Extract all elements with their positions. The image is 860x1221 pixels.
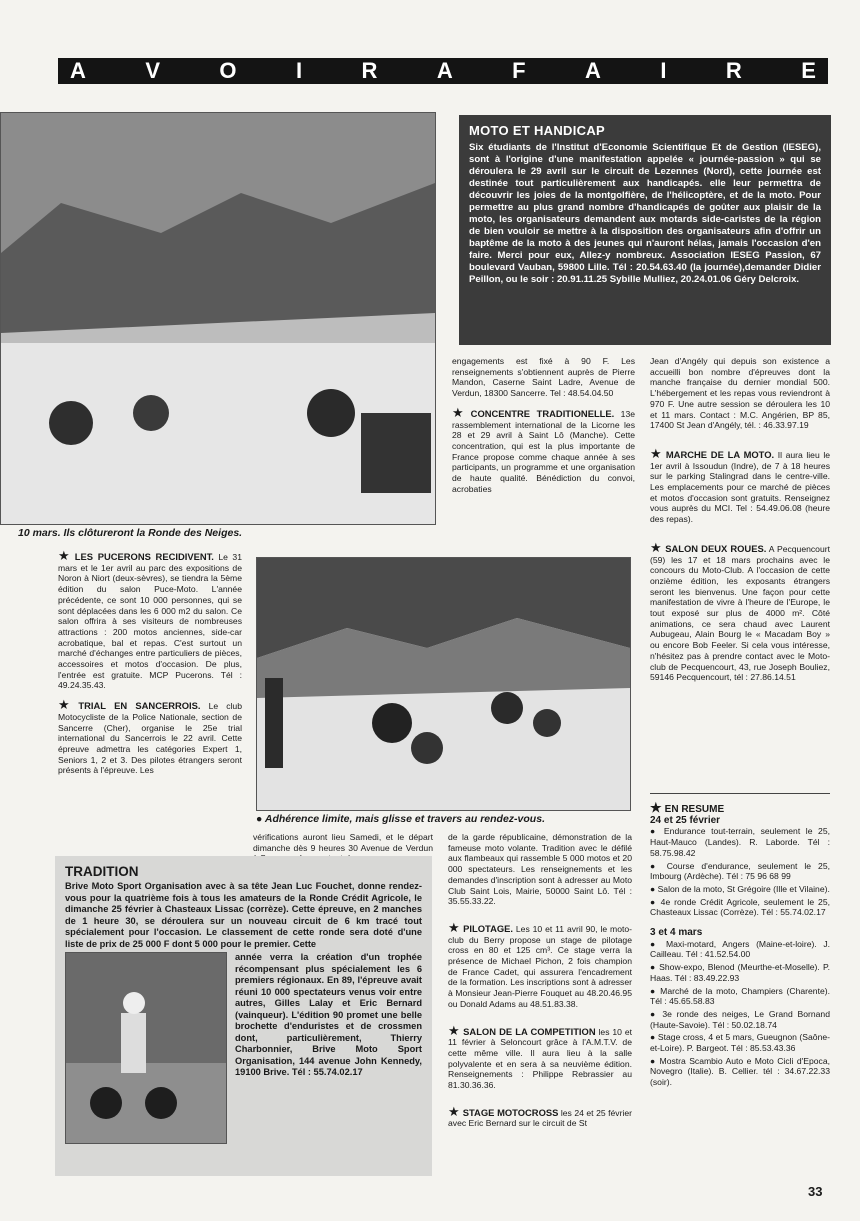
photo2-caption: ● Adhérence limite, mais glisse et travers au rendez-vous. — [256, 813, 545, 825]
photo1-caption: 10 mars. Ils clôtureront la Ronde des Neiges. — [18, 527, 243, 539]
engagements-text: engagements est fixé à 90 F. Les renseignements s'obtiennent auprès de Pierre Mandon, Caserne Saint Ladre, Avenue de Verdun, 18300 Sancerre. Tel : 48.54.04.50 — [452, 356, 635, 399]
salon-heading: SALON DEUX ROUES. — [665, 542, 767, 554]
left-column — [58, 548, 242, 785]
banner-letter: A — [585, 58, 601, 83]
banner-letter: E — [801, 58, 816, 83]
resume-item: ● Maxi-motard, Angers (Maine-et-loire). J. Cailleau. Tél : 41.52.54.00 — [650, 938, 830, 960]
tradition-lower — [65, 952, 422, 1144]
stage-text: les 24 et 25 février avec Eric Bernard sur le circuit de St — [448, 1107, 632, 1129]
banner-letter: V — [145, 58, 160, 83]
pucerons-heading: LES PUCERONS RECIDIVENT. — [74, 551, 214, 562]
star-icon: ★ — [452, 404, 468, 420]
tradition-text-side: année verra la création d'un trophée récompensant plus spécialement les 6 premiers régionaux. En 89, l'épreuve avait réuni 10 000 spectateurs venus voir entre autres, Gilles Lalay et Eric Bernard (vainqueur). L'édition 90 promet une belle brochette d'enduristes et de crossmen dont, particulièrement, Thierry Charbonnier, Brive Moto Sport Organisation, 144 avenue John Kennedy, 19100 Brive. Tél : 55.74.02.17 — [235, 952, 422, 1077]
resume-item: ● Marché de la moto, Champiers (Charente). Tél : 45.65.58.83 — [650, 985, 830, 1007]
pilotage-text: Les 10 et 11 avril 90, le moto-club du Berry propose un stage de pilotage cross en 80 et 125 cm³. Ce stage verra la présence de Michael Pichon, 2 fois champion de France Cadet, qui assurera l'encadrement de la formation. Les inscriptions sont à adresser à Monsieur Jean-Pierre Fouquet au 48.20.46.95 ou Donald Adams au 48.51.83.38. — [448, 923, 633, 1009]
competition-heading: SALON DE LA COMPETITION — [463, 1025, 596, 1037]
trial-text: Le club Motocycliste de la Police Nationale, section de Sancerre (Cher), organise le 25e trial international du Sancerrois le 22 avril. Cette épreuve admettra les catégories Expert 1, Seniors 1, 2 et 3. Des pilotes étrangers seront présents à l'épreuve. Les — [58, 701, 242, 776]
stage-heading: STAGE MOTOCROSS — [462, 1106, 559, 1118]
tradition-box — [55, 856, 432, 1176]
star-icon: ★ — [448, 919, 461, 935]
garde-text: de la garde républicaine, démonstration de la fameuse moto volante. Tradition avec le défilé aux flambeaux qui rassemble 5 000 motos et 20 000 spectateurs. Les renseignements et les demandes d'inscription sont à adresser au Moto Club Saint Lois, Mairie, 50000 Saint Lô. Tél : 35.55.33.22. — [448, 832, 632, 907]
resume-column — [650, 800, 830, 1090]
banner-letter: F — [512, 58, 526, 83]
banner-letter: I — [295, 58, 303, 83]
marche-article — [650, 445, 831, 525]
trial-article — [58, 697, 242, 776]
section-banner — [58, 58, 828, 84]
resume-date2: 3 et 4 mars — [650, 927, 703, 939]
star-icon: ★ — [58, 548, 72, 563]
competition-text: les 10 et 11 février à Seloncourt grâce à l'A.M.T.V. de cette même ville. Il aura lieu à la salle polyvalente et en sera à sa neuvième édition. Renseignements : Philippe Rebrassier au 81.30.36.36. — [448, 1026, 633, 1091]
salon-text: A Pecquencourt (59) les 17 et 18 mars prochains avec le concours du Moto-Club. A l'occasion de cette onzième édition, les exposants étrangers seront les bienvenus. Une façon pour cette manifestation de vivre à l'heure de l'Europe, le tout exposé sur plus de 4000 m². Côté animations, ce sera chaud avec Laurent Aubugeau, Alain Bourg le « Macadam Boy » ou encore Bob Feeler. Si cela vous intéresse, n'hésitez pas à prendre contact avec le Moto-club de Pecquencourt, 43, rue Joseph Bouliez, 59146 Pecquencourt, tél : 27.86.14.51 — [650, 543, 830, 683]
resume-item: ● Endurance tout-terrain, seulement le 25, Haut-Mauco (Landes). R. Laborde. Tél : 58.75.98.42 — [650, 826, 830, 858]
pucerons-article — [58, 548, 242, 691]
verif-text: vérifications auront lieu Samedi, et le départ dimanche dès 9 heures 30 Avenue de Verdun — [253, 832, 433, 853]
page-number: 33 — [808, 1184, 823, 1199]
concentre-heading: CONCENTRE TRADITIONELLE. — [470, 407, 615, 419]
star-icon: ★ — [650, 539, 663, 555]
resume-item: ● Mostra Scambio Auto e Moto Cicli d'Epoca, Novegro (Italie). B. Cellier. tél : 34.67.22.33 (soir). — [650, 1055, 830, 1088]
pilotage-article — [448, 919, 633, 1010]
tradition-title: TRADITION — [65, 864, 139, 879]
snow-cross-photo — [256, 557, 631, 811]
rider-photo-image — [66, 953, 226, 1143]
competition-article — [448, 1022, 633, 1091]
banner-letter: A — [436, 58, 453, 83]
stage-article — [448, 1103, 632, 1129]
resume-heading-text: EN RESUME — [664, 804, 725, 815]
pucerons-text: Le 31 mars et le 1er avril au parc des expositions de Noron à Niort (deux-sèvres), se tiendra la 5ème édition du salon Puce-Moto. L'année précédente, ce sont 10 000 personnes, qui se sont déplacées dans les 6 000 m2 du salon. Ce salon offrira à ses visiteurs de nombreuses attractions : 200 motos anciennes, side-car acrobatique, bal et repas. C'est surtout un marché d'échanges entre particuliers de pièces, accessoires et motos d'occasion. De plus, l'entrée est gratuite. MCP Pucerons. Tél : 49.24.35.43. — [58, 552, 242, 691]
resume-item: ● Stage cross, 4 et 5 mars, Gueugnon (Saône-et-Loire). P. Bargeot. Tél : 85.53.43.36 — [650, 1032, 830, 1054]
resume-item: ● 3e ronde des neiges, Le Grand Bornand (Haute-Savoie). Tél : 50.02.18.74 — [650, 1008, 830, 1030]
star-icon: ★ — [448, 1103, 460, 1119]
banner-letter: A — [70, 58, 86, 83]
tradition-text-top: Brive Moto Sport Organisation avec à sa tête Jean Luc Fouchet, donne rendez-vous pour la quatrième fois à tous les amateurs de la Ronde Crédit Agricole, le dimanche 25 février à Chasteaux Lissac (corrèze). Cette épreuve, en 2 manches de 1 heure 30, se déroulera sur un nouveau circuit de 6 km tracé tout spécialement pour l'occasion. Le classement de cette ronde sera doté d'une liste de prix de 25 000 F dont 5 000 pour le premier. Cette — [65, 881, 422, 949]
trial-heading: TRIAL EN SANCERROIS. — [78, 700, 201, 712]
banner-letter: R — [361, 58, 378, 83]
snow-race-photo-image — [1, 113, 435, 524]
col3 — [448, 832, 632, 1138]
snow-cross-photo-image — [257, 558, 630, 810]
concentre-text: 13e rassemblement international de la Licorne les 28 et 29 avril à Saint Lô (Manche). Cette concentration, qui est la plus importante de France propose comme chaque année à ses participants, un programme et une organisation de haute qualité. Bénédiction du convoi, acrobaties — [452, 408, 635, 494]
banner-letter: I — [660, 58, 667, 83]
resume-date1: 24 et 25 février — [650, 814, 721, 826]
divider — [650, 793, 830, 794]
resume-item: ● Show-expo, Blenod (Meurthe-et-Moselle). P. Haas. Tél : 83.49.22.93 — [650, 962, 830, 983]
moto-handicap-title: MOTO ET HANDICAP — [469, 123, 606, 138]
resume-item: ● Course d'endurance, seulement le 25, Imbourg (Ardèche). Tél : 75 96 68 99 — [650, 860, 830, 882]
concentre-article — [452, 404, 635, 495]
moto-handicap-box — [459, 115, 831, 345]
snow-race-photo — [0, 112, 436, 525]
moto-handicap-text: Six étudiants de l'Institut d'Economie Scientifique Et de Gestion (IESEG), sont à l'origine d'une manifestation appelée « journée-passion » qui se déroulera le 29 avril sur le circuit de Lezennes (Nord), cette journée est destinée tout particulièrement aux handicapés. elle leur permettra de découvrir les joies de la montgolfière, de l'hélicoptère, et de la moto. Pour permettre au plus grand nombre d'handicapés de goûter aux plaisir de la moto, les organisateurs demandent aux motards side-caristes de la région de bien vouloir se mettre à la disposition des organisateurs afin d'offrir un baptême de la moto à des jeunes qui n'auront hélas, jamais l'occasion d'en faire. Merci pour eux, Allez-y nombreux. Association IESEG Passion, 67 boulevard Vauban, 59800 Lille. Tél : 20.54.63.40 (la journée),demander Didier Peillon, ou le soir : 20.91.11.25 Sybille Mulliez, 20.24.01.06 Géry Delcroix. — [469, 142, 821, 285]
rider-photo — [65, 952, 227, 1144]
jean-text: Jean d'Angély qui depuis son existence a accueilli bon nombre d'épreuves dont la manche française du dernier mondial 500. L'hébergement et les repas vous reviendront à 970 F. Une autre session se déroulera les 10 et 11 mars. Contact : M.C. Angérien, BP 85, 17400 St Jean d'Angély, tél. : 46.33.97.19 — [650, 356, 830, 431]
banner-letter: R — [725, 58, 742, 83]
mid-column-top — [452, 356, 635, 503]
marche-heading: MARCHE DE LA MOTO. — [665, 448, 775, 460]
marche-text: Il aura lieu le 1er avril à Issoudun (Indre), de 7 à 18 heures sur le parking Stalingrad dans le centre-ville. Les emplacements pour ce marché de pièces et motos d'occasion sont gratuits. Renseignez vous auprès du MCI. Tel : 54.49.06.08 (heure des repas). — [650, 449, 831, 525]
star-icon: ★ — [650, 445, 663, 461]
resume-item: ● 4e ronde Crédit Agricole, seulement le 25, Chasteaux Lissac (Corrèze). Tél : 55.74.02.17 — [650, 896, 830, 918]
right-column — [650, 356, 830, 692]
pilotage-heading: PILOTAGE. — [463, 922, 513, 934]
banner-letter: O — [219, 58, 237, 83]
resume-item: ● Salon de la moto, St Grégoire (Ille et Vilaine). — [650, 883, 830, 894]
star-icon: ★ — [58, 697, 76, 713]
star-icon: ★ — [650, 800, 662, 815]
star-icon: ★ — [448, 1022, 461, 1038]
resume-heading — [650, 800, 830, 816]
salon-article — [650, 539, 830, 683]
